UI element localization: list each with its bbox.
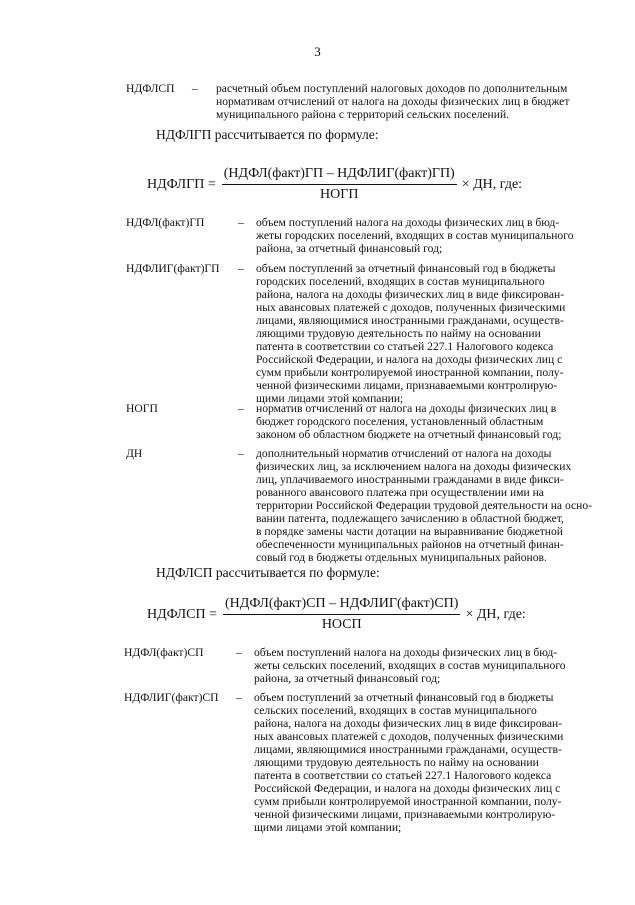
def-line: законом об областном бюджете на отчетный финансовый год; [256,428,562,441]
formula-lhs: НДФЛГП = [147,176,216,192]
def-description [256,216,574,255]
def-dash: – [192,82,198,95]
def-line: ных авансовых платежей с доходов, полученных физическими [254,730,564,743]
def-description [256,402,561,441]
def-line: лицами, являющимися иностранными гражданами, осуществ- [256,314,564,327]
formula-intro: НДФЛСП рассчитывается по формуле: [156,565,380,580]
def-line: ляющими трудовую деятельность по найму на основании [256,327,541,340]
def-line: района, налога на доходы физических лиц в виде фиксирован- [254,717,563,730]
def-line: ляющими трудовую деятельность по найму на основании [254,756,539,769]
formula-denominator: НОСП [321,617,362,632]
def-dash: – [238,262,244,275]
def-dash: – [236,691,242,704]
formula-lhs: НДФЛСП = [147,606,218,622]
formula-rhs: × ДН, где: [461,176,523,192]
def-line: щими лицами этой компании; [256,392,404,405]
def-dash: – [238,216,244,229]
def-line: обеспеченности муниципальных районов на отчетный финан- [256,538,564,551]
formula-fraction [222,166,457,203]
formula-intro: НДФЛГП рассчитывается по формуле: [156,127,379,142]
def-line: сумм прибыли контролируемой иностранной компании, полу- [256,366,564,379]
def-description [256,447,592,564]
def-line: бюджет городского поселения, установленный областным [256,415,544,428]
def-line: объем поступлений за отчетный финансовый год в бюджеты [256,262,556,275]
def-line: ных авансовых платежей с доходов, полученных физическими [256,301,566,314]
def-term: НДФЛ(факт)СП [124,646,204,659]
def-line: патента в соответствии со статьей 227.1 Налогового кодекса [256,340,554,353]
def-line: муниципального района с территорий сельских поселений. [216,108,510,121]
formula-ndflgp [147,166,522,203]
def-term: НДФЛ(факт)ГП [126,216,205,229]
def-dash: – [236,646,242,659]
def-line: щими лицами этой компании; [254,821,402,834]
def-line: района, за отчетный финансовый год; [256,242,443,255]
def-line: Российской Федерации, и налога на доходы физических лиц с [254,782,561,795]
def-line: рованного авансового платежа при осуществлении ими на [256,486,544,499]
def-description [254,691,563,834]
def-dash: – [238,402,244,415]
def-line: района, за отчетный финансовый год; [254,672,441,685]
def-term: ДН [126,447,143,460]
def-description [216,82,569,121]
def-line: Российской Федерации, и налога на доходы физических лиц с [256,353,563,366]
def-line: объем поступлений налога на доходы физических лиц в бюд- [256,216,560,229]
formula-numerator: (НДФЛ(факт)ГП – НДФЛИГ(факт)ГП) [222,166,457,185]
def-line: территории Российской Федерации трудовой деятельности на осно- [256,499,593,512]
def-term: НОГП [126,402,158,415]
def-line: патента в соответствии со статьей 227.1 Налогового кодекса [254,769,552,782]
page-number: 3 [314,44,321,59]
def-term: НДФЛСП [126,82,175,95]
def-line: ченной физическими лицами, признаваемыми контролирую- [254,808,556,821]
def-line: сумм прибыли контролируемой иностранной компании, полу- [254,795,562,808]
def-line: лицами, являющимися иностранными гражданами, осуществ- [254,743,562,756]
def-line: ченной физическими лицами, признаваемыми контролирую- [256,379,558,392]
def-description [254,646,566,685]
formula-denominator: НОГП [320,187,359,202]
formula-ndflsp [147,596,526,633]
def-term: НДФЛИГ(факт)СП [124,691,219,704]
def-line: в порядке замены части дотации на выравнивание бюджетной [256,525,563,538]
def-line: городских поселений, входящих в состав муниципального [256,275,545,288]
def-line: жеты городских поселений, входящих в состав муниципального [256,229,574,242]
def-line: расчетный объем поступлений налоговых доходов по дополнительным [216,82,568,95]
def-line: вании патента, подлежащего зачислению в областной бюджет, [256,512,564,525]
def-line: физических лиц, за исключением налога на доходы физических [256,460,572,473]
def-description [256,262,565,405]
formula-fraction [223,596,460,633]
formula-rhs: × ДН, где: [465,606,526,622]
def-line: нормативам отчислений от налога на доходы физических лиц в бюджет [216,95,570,108]
def-line: совый год в бюджеты отдельных муниципальных районов. [256,551,547,564]
def-line: дополнительный норматив отчислений от налога на доходы [256,447,552,460]
def-dash: – [238,447,244,460]
def-line: лиц, уплачиваемого иностранными гражданами в виде фикси- [256,473,564,486]
def-line: объем поступлений за отчетный финансовый год в бюджеты [254,691,554,704]
def-line: объем поступлений налога на доходы физических лиц в бюд- [254,646,558,659]
def-line: норматив отчислений от налога на доходы физических лиц в [256,402,557,415]
def-term: НДФЛИГ(факт)ГП [126,262,220,275]
formula-numerator: (НДФЛ(факт)СП – НДФЛИГ(факт)СП) [223,596,460,615]
def-line: жеты сельских поселений, входящих в состав муниципального [254,659,566,672]
def-line: сельских поселений, входящих в состав муниципального [254,704,537,717]
def-line: района, налога на доходы физических лиц в виде фиксирован- [256,288,565,301]
